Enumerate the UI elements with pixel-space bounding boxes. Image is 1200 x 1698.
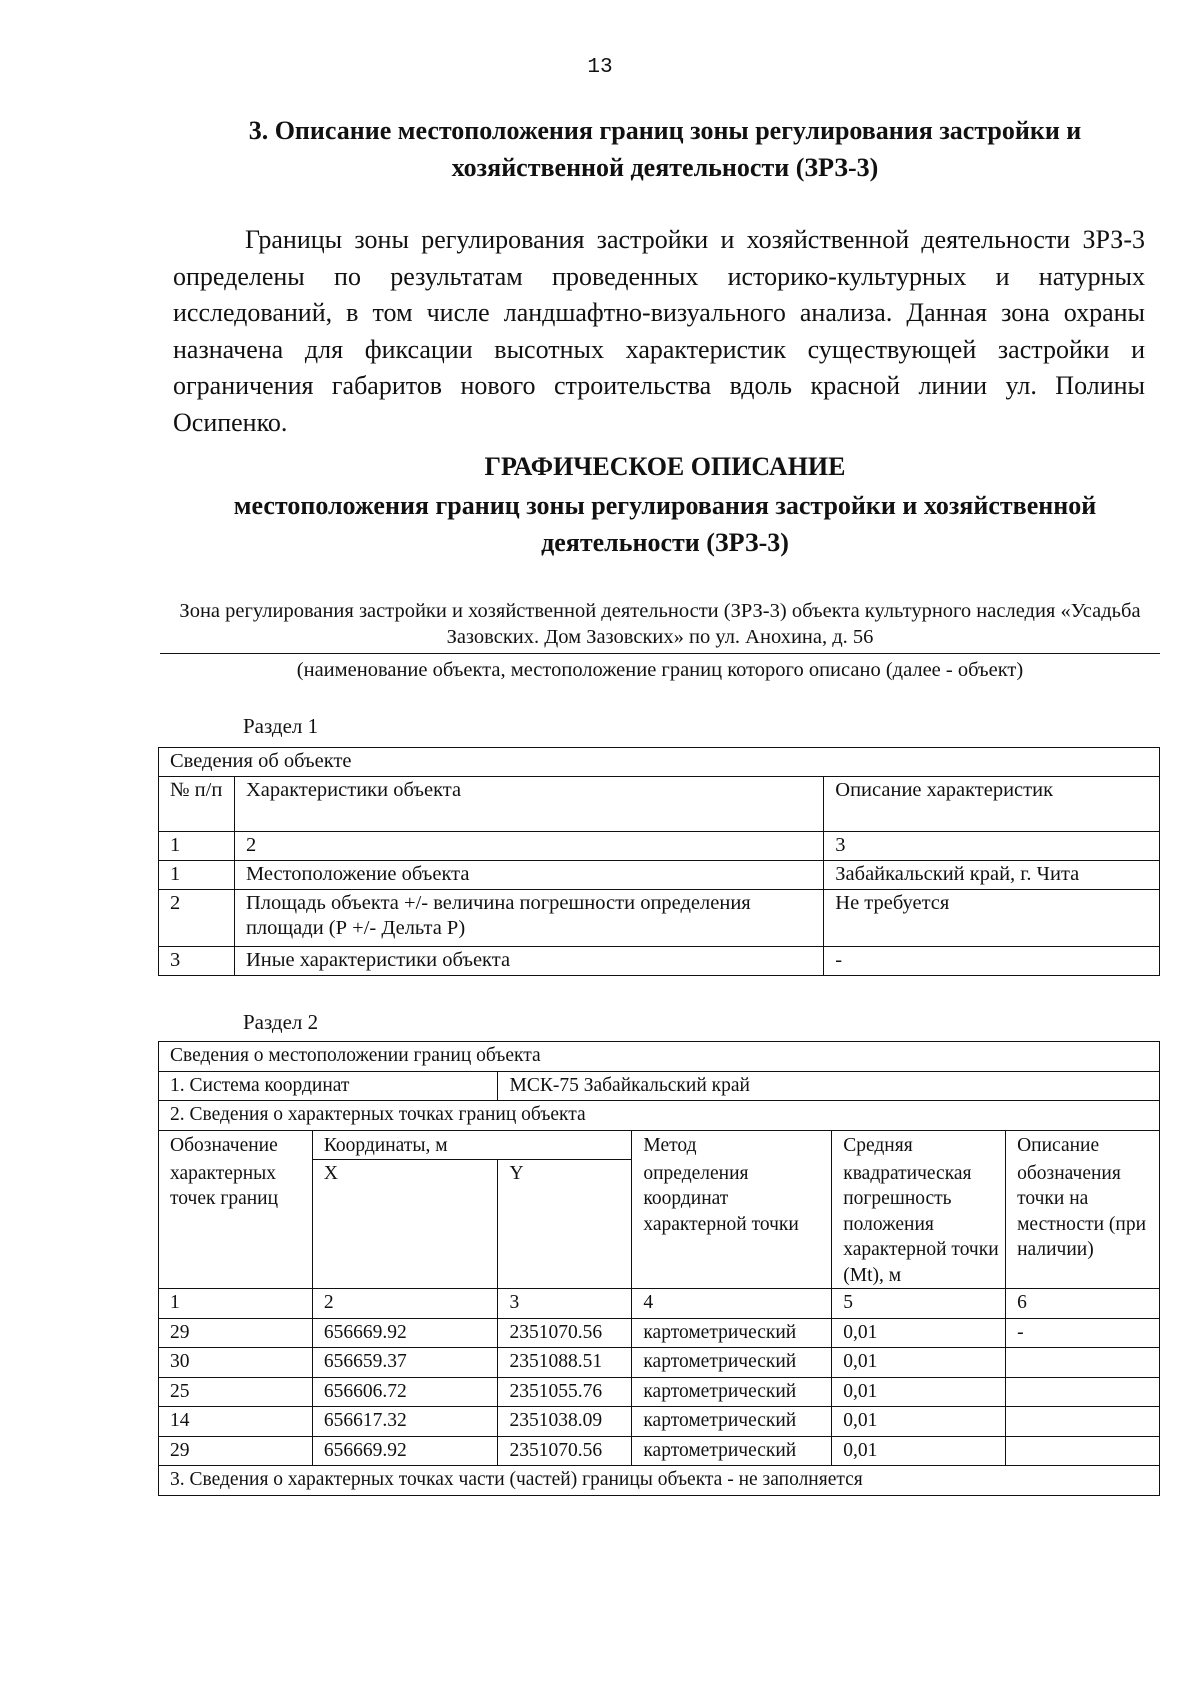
table-row <box>159 861 1160 890</box>
point-id-cell: 29 <box>159 1318 313 1348</box>
table-index-row <box>159 832 1160 861</box>
header-cell: обозначения точки на местности (при наличии) <box>1006 1160 1160 1289</box>
index-cell: 1 <box>159 832 235 861</box>
graphic-description-title: ГРАФИЧЕСКОЕ ОПИСАНИЕ <box>484 452 846 481</box>
header-cell: квадратическая погрешность положения характерной точки (Mt), м <box>832 1160 1006 1289</box>
object-name-underline <box>160 653 1160 654</box>
x-cell: 656669.92 <box>312 1318 498 1348</box>
table-row <box>159 1348 1160 1378</box>
method-cell: картометрический <box>632 1407 832 1437</box>
object-info-table <box>158 747 1160 976</box>
graphic-description-subtitle: местоположения границ зоны регулирования застройки и хозяйственной деятельности (ЗРЗ-3) <box>233 491 1097 557</box>
table-cell: 1 <box>159 861 235 890</box>
y-cell: 2351070.56 <box>498 1436 632 1466</box>
table-cell: 2 <box>159 890 235 947</box>
table-header-row <box>159 1160 1160 1289</box>
table-row <box>159 1436 1160 1466</box>
error-cell: 0,01 <box>832 1436 1006 1466</box>
x-cell: 656669.92 <box>312 1436 498 1466</box>
section-title: 3. Описание местоположения границ зоны регулирования застройки и хозяйственной деятельности (ЗРЗ-3) <box>248 116 1082 182</box>
table-row <box>159 1318 1160 1348</box>
table-header-row <box>159 1130 1160 1160</box>
header-cell: Описание <box>1006 1130 1160 1160</box>
table-index-row <box>159 1289 1160 1319</box>
index-cell: 2 <box>312 1289 498 1319</box>
coord-system-value: МСК-75 Забайкальский край <box>498 1071 1160 1101</box>
header-cell: определения координат характерной точки <box>632 1160 832 1289</box>
table-cell: Не требуется <box>824 890 1160 947</box>
method-cell: картометрический <box>632 1377 832 1407</box>
header-cell: Средняя <box>832 1130 1006 1160</box>
header-cell: Метод <box>632 1130 832 1160</box>
table-row <box>159 890 1160 947</box>
body-paragraph: Границы зоны регулирования застройки и хозяйственной деятельности ЗРЗ-3 определены по результатам проведенных историко-культурных и натурных исследований, в том числе ландшафтно-визуального анализа. Данная зона охраны назначена для фиксации высотных характеристик существующей застройки и ограничения габаритов нового строительства вдоль красной линии ул. Полины Осипенко. <box>173 225 1145 437</box>
header-cell: № п/п <box>159 777 235 832</box>
error-cell: 0,01 <box>832 1348 1006 1378</box>
y-cell: 2351088.51 <box>498 1348 632 1378</box>
section1-label: Раздел 1 <box>243 714 319 738</box>
table-cell: Забайкальский край, г. Чита <box>824 861 1160 890</box>
object-caption: (наименование объекта, местоположение границ которого описано (далее - объект) <box>296 659 1024 681</box>
header-cell: Y <box>498 1160 632 1289</box>
header-cell: Обозначение <box>159 1130 313 1160</box>
header-cell: Координаты, м <box>312 1130 632 1160</box>
coord-system-row <box>159 1071 1160 1101</box>
coord-system-label: 1. Система координат <box>159 1071 498 1101</box>
description-cell <box>1006 1436 1160 1466</box>
object-name: Зона регулирования застройки и хозяйственной деятельности (ЗРЗ-3) объекта культурного наследия «Усадьба Зазовских. Дом Зазовских» по ул. Анохина, д. 56 <box>179 600 1141 648</box>
point-id-cell: 30 <box>159 1348 313 1378</box>
description-cell <box>1006 1348 1160 1378</box>
y-cell: 2351070.56 <box>498 1318 632 1348</box>
y-cell: 2351038.09 <box>498 1407 632 1437</box>
table-cell: 3 <box>159 947 235 976</box>
method-cell: картометрический <box>632 1318 832 1348</box>
point-id-cell: 14 <box>159 1407 313 1437</box>
description-cell <box>1006 1377 1160 1407</box>
table-footer-row <box>159 1466 1160 1496</box>
index-cell: 1 <box>159 1289 313 1319</box>
description-cell <box>1006 1407 1160 1437</box>
header-cell: Характеристики объекта <box>234 777 823 832</box>
section2-label: Раздел 2 <box>243 1010 319 1034</box>
table-title: Сведения об объекте <box>159 748 1160 777</box>
page-number: 13 <box>587 56 613 79</box>
index-cell: 3 <box>824 832 1160 861</box>
table-header-row <box>159 777 1160 832</box>
table-title: Сведения о местоположении границ объекта <box>159 1042 1160 1072</box>
table-cell: Иные характеристики объекта <box>234 947 823 976</box>
header-cell: X <box>312 1160 498 1289</box>
method-cell: картометрический <box>632 1436 832 1466</box>
method-cell: картометрический <box>632 1348 832 1378</box>
description-cell: - <box>1006 1318 1160 1348</box>
y-cell: 2351055.76 <box>498 1377 632 1407</box>
point-id-cell: 29 <box>159 1436 313 1466</box>
table-row <box>159 947 1160 976</box>
boundary-points-table <box>158 1041 1160 1496</box>
header-cell: Описание характеристик <box>824 777 1160 832</box>
table-cell: Площадь объекта +/- величина погрешности определения площади (Р +/- Дельта Р) <box>234 890 823 947</box>
error-cell: 0,01 <box>832 1318 1006 1348</box>
table-title-row <box>159 748 1160 777</box>
points-title-row <box>159 1101 1160 1131</box>
table-cell: - <box>824 947 1160 976</box>
table-row <box>159 1407 1160 1437</box>
table-row <box>159 1377 1160 1407</box>
table-title-row <box>159 1042 1160 1072</box>
error-cell: 0,01 <box>832 1407 1006 1437</box>
index-cell: 2 <box>234 832 823 861</box>
error-cell: 0,01 <box>832 1377 1006 1407</box>
x-cell: 656659.37 <box>312 1348 498 1378</box>
header-cell: характерных точек границ <box>159 1160 313 1289</box>
x-cell: 656606.72 <box>312 1377 498 1407</box>
index-cell: 6 <box>1006 1289 1160 1319</box>
index-cell: 4 <box>632 1289 832 1319</box>
table-footer: 3. Сведения о характерных точках части (частей) границы объекта - не заполняется <box>159 1466 1160 1496</box>
point-id-cell: 25 <box>159 1377 313 1407</box>
points-title: 2. Сведения о характерных точках границ объекта <box>159 1101 1160 1131</box>
table-cell: Местоположение объекта <box>234 861 823 890</box>
index-cell: 5 <box>832 1289 1006 1319</box>
x-cell: 656617.32 <box>312 1407 498 1437</box>
index-cell: 3 <box>498 1289 632 1319</box>
